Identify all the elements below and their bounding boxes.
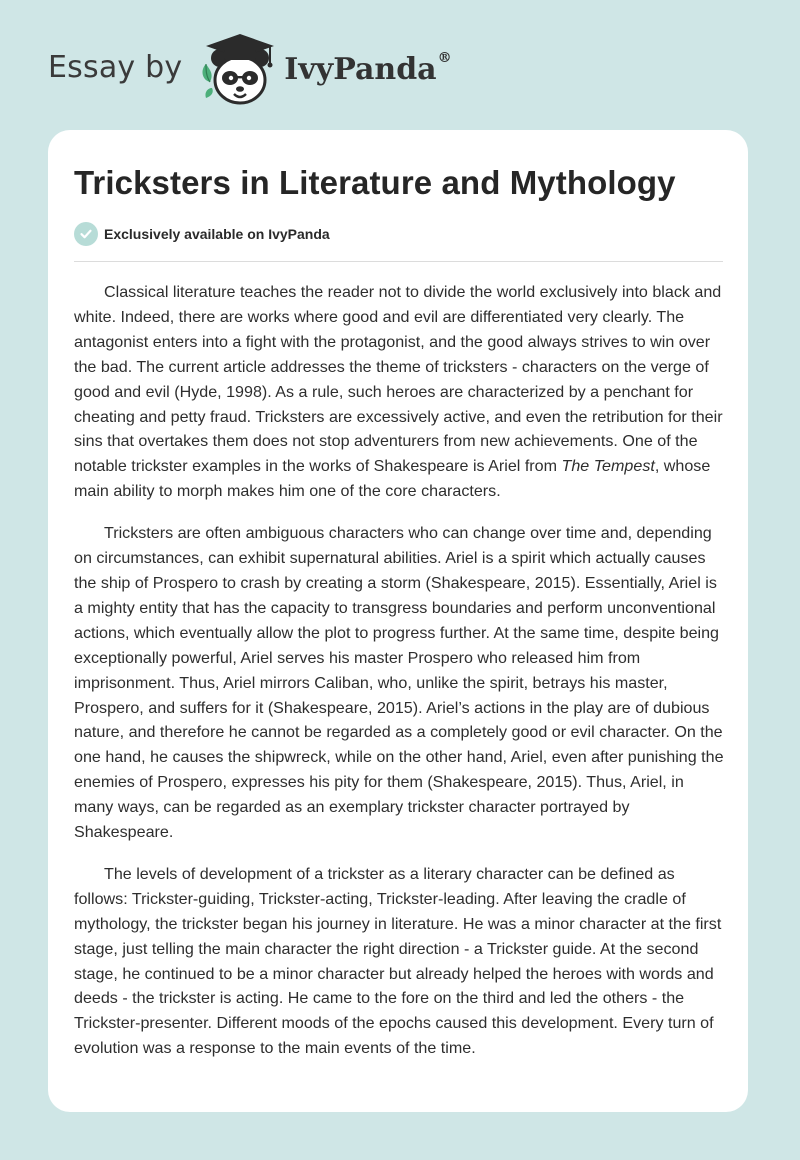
paragraph-1-start: Classical literature teaches the reader not to divide the world exclusively into black and white. Indeed, there are works where good and evil are differentiated very clearly. The antagonist enters into a fight with the protagonist, and the good always strives to win over the bad. The current article addresses the theme of tricksters - characters on the verge of good and evil (Hyde, 1998). As a rule, such heroes are characterized by a penchant for cheating and petty fraud. Tricksters are excessively active, and even the retribution for their sins that overtakes them does not stop adventurers from new achievements. One of the notable trickster examples in the works of Shakespeare is Ariel from	[74, 283, 723, 476]
paragraph-1-end: , whose main ability to morph makes him one of the core characters.	[74, 457, 711, 501]
divider	[74, 261, 723, 262]
book-title-the-tempest: The Tempest	[561, 457, 655, 476]
brand-name	[284, 49, 452, 87]
site-header	[48, 30, 452, 110]
paragraph-1	[74, 280, 726, 504]
essay-body	[74, 280, 726, 1078]
paragraph-3: The levels of development of a trickster as a literary character can be defined as follows: Trickster-guiding, Trickster-acting, Trickster-leading. After leaving the cradle of mythology, the trickster began his journey in literature. He was a minor character at the first stage, just telling the main character the right direction - a Trickster guide. At the second stage, he continued to be a minor character but already helped the heroes with words and deeds - the trickster is acting. He came to the fore on the third and led the others - the Trickster-presenter. Different moods of the epochs caused this development. Every turn of evolution was a response to the main events of the time.	[74, 864, 722, 1058]
brand-text: IvyPanda	[284, 51, 437, 87]
exclusive-badge	[74, 222, 330, 246]
paragraph-2: Tricksters are often ambiguous characters who can change over time and, depending on circumstances, can exhibit supernatural abilities. Ariel is a spirit which actually causes the ship of Prospero to crash by creating a storm (Shakespeare, 2015). Essentially, Ariel is a mighty entity that has the capacity to transgress boundaries and perform unconventional actions, which eventually allow the plot to progress further. At the same time, despite being exceptionally powerful, Ariel serves his master Prospero who released him from imprisonment. Thus, Ariel mirrors Caliban, who, unlike the spirit, betrays his master, Prospero, and suffers for it (Shakespeare, 2015). Ariel’s actions in the play are of dubious nature, and therefore he cannot be regarded as a completely good or evil character. On the one hand, he causes the shipwreck, while on the other hand, Ariel, even after punishing the enemies of Prospero, expresses his pity for them (Shakespeare, 2015). Thus, Ariel, in many ways, can be regarded as an exemplary trickster character portrayed by Shakespeare.	[74, 524, 724, 842]
registered-mark: ®	[437, 49, 452, 66]
panda-graduate-icon	[196, 30, 280, 110]
essay-title: Tricksters in Literature and Mythology	[74, 164, 676, 201]
check-icon	[74, 222, 98, 246]
essay-card	[48, 130, 748, 1112]
exclusive-label: Exclusively available on IvyPanda	[104, 226, 330, 242]
essay-by-label: Essay by	[48, 49, 183, 85]
